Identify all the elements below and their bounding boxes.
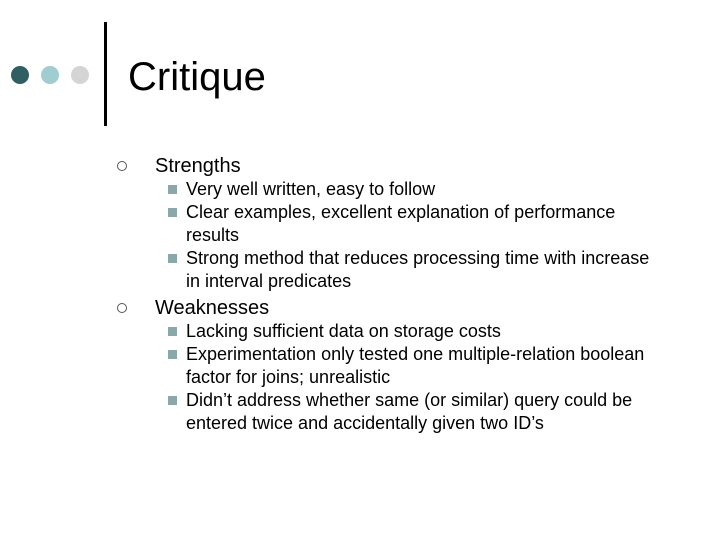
square-bullet-icon [168,327,177,336]
circle-bullet-icon [117,303,127,313]
square-bullet-icon [168,350,177,359]
slide-title: Critique [128,55,266,99]
list-item: Didn’t address whether same (or similar) query could be entered twice and accidentally given two ID’s [186,389,666,435]
square-bullet-icon [168,208,177,217]
list-item: Clear examples, excellent explanation of performance results [186,201,666,247]
decor-dot-light [71,66,89,84]
list-item: Very well written, easy to follow [186,178,666,201]
circle-bullet-icon [117,161,127,171]
title-divider [104,22,107,126]
slide-body [0,151,720,435]
square-bullet-icon [168,396,177,405]
square-bullet-icon [168,254,177,263]
decor-dot-dark [11,66,29,84]
decor-dot-mid [41,66,59,84]
list-item: Experimentation only tested one multiple-relation boolean factor for joins; unrealistic [186,343,666,389]
section-heading-weaknesses: Weaknesses [155,296,720,320]
list-item: Lacking sufficient data on storage costs [186,320,666,343]
section-heading-strengths: Strengths [155,154,720,178]
list-item: Strong method that reduces processing time with increase in interval predicates [186,247,666,293]
square-bullet-icon [168,185,177,194]
